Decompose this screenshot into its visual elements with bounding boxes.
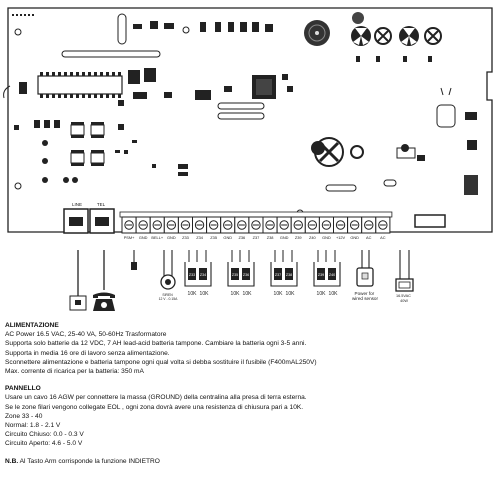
pannello-line: Circuito Chiuso: 0.0 - 0.3 V <box>5 431 84 439</box>
terminal-label: Z38 <box>266 235 274 240</box>
zone-label: Z35 <box>231 273 239 277</box>
zone-label: Z40 <box>328 273 336 277</box>
transformer-icon <box>396 279 413 291</box>
siren-icon <box>161 275 175 289</box>
resistor-value: 10K <box>328 291 338 297</box>
terminal-block-rail <box>120 212 392 217</box>
zone-pair <box>185 250 211 297</box>
board-outline <box>8 8 492 232</box>
alimentazione-line: Max. corrente di ricarica per la batteria: 350 mA <box>5 368 144 376</box>
pannello-line: Usare un cavo 16 AGW per connettere la massa (GROUND) della centralina alla presa di terra esterna. <box>5 394 307 402</box>
terminal-label: AC <box>380 235 386 240</box>
tel-label: TEL <box>96 202 106 207</box>
component <box>417 155 425 161</box>
side-connector <box>415 215 445 227</box>
zone-label: Z37 <box>274 273 282 277</box>
terminal-label: BELL+ <box>151 235 164 240</box>
terminal-label: Z40 <box>308 235 316 240</box>
crystal-icon <box>375 28 391 44</box>
terminal-label: GND <box>138 235 148 240</box>
fan-icon <box>351 26 371 46</box>
spec-notes <box>5 321 495 466</box>
capacitor-large <box>351 146 363 158</box>
note-prefix: N.B. <box>5 457 19 465</box>
fan-icon <box>399 26 419 46</box>
ic-main-left <box>38 72 122 98</box>
psm-resistor <box>131 262 137 270</box>
capacitor-large <box>311 141 325 155</box>
terminal-label: Z36 <box>238 235 246 240</box>
resistor-value: 10K <box>273 291 283 297</box>
round-part <box>401 144 409 152</box>
alimentazione-heading: ALIMENTAZIONE <box>5 322 59 329</box>
terminal-label: Z33 <box>182 235 189 240</box>
terminal-label: GND <box>279 235 289 240</box>
terminal-label: GND <box>223 235 233 240</box>
phone-jack-line <box>64 209 88 233</box>
alimentazione-line: Sconnettere alimentazione e batteria tampone ogni qual volta si debba sostituire il fusibile (F400mAL250V) <box>5 358 317 366</box>
alimentazione-line: Supporta in media 16 ore di lavoro senza alimentazione. <box>5 349 170 357</box>
zone-label: Z34 <box>199 273 207 277</box>
terminal-label: +12V <box>335 235 346 240</box>
zone-label: Z39 <box>317 273 325 277</box>
resistor-value: 10K <box>285 291 295 297</box>
transformer-label: 16.5VAC 40W <box>396 294 411 303</box>
note-text: Al Tasto Arm corrisponde la funzione INDIETRO <box>18 457 160 465</box>
resistor-value: 10K <box>316 291 326 297</box>
zone-pair <box>271 250 297 297</box>
phone-line-plug-icon <box>70 296 86 310</box>
resistor-value: 10K <box>199 291 209 297</box>
phone-jack-tel <box>90 209 114 233</box>
fuse <box>464 175 478 195</box>
terminal-label: GND <box>167 235 176 240</box>
zone-pair <box>228 250 254 297</box>
siren-wires <box>134 250 172 276</box>
terminal-label: Z39 <box>294 235 302 240</box>
resistor-value: 10K <box>230 291 240 297</box>
pannello-line: Circuito Aperto: 4.6 - 5.0 V <box>5 440 83 448</box>
terminal-label: Z37 <box>252 235 260 240</box>
terminal-label: Z34 <box>196 235 203 240</box>
coin-cell <box>352 12 364 24</box>
ic-microcontroller <box>252 75 276 99</box>
zone-label: Z36 <box>242 273 250 277</box>
siren-label: SIREN 12 V - 0.15A <box>158 293 178 301</box>
wired-sensor-icon <box>357 268 373 286</box>
crystal-icon <box>425 28 441 44</box>
resistor-value: 10K <box>187 291 197 297</box>
terminal-label: GND <box>350 235 359 240</box>
pannello-line: Zone 33 - 40 <box>5 412 43 420</box>
note-line <box>5 457 495 466</box>
zone-pair <box>314 250 340 297</box>
terminal-label: Z35 <box>210 235 218 240</box>
pannello-line: Normal: 1.8 - 2.1 V <box>5 422 61 430</box>
pannello-line: Se le zone filari vengono collegate EOL , ogni zona dovrà avere una resistenza di chiusura pari a 10K. <box>5 403 304 411</box>
line-label: LINE <box>71 202 83 207</box>
zone-label: Z33 <box>188 273 196 277</box>
pannello-heading: PANNELLO <box>5 385 41 393</box>
phone-line-wires <box>78 250 104 296</box>
power-label: Power for wired sensor <box>351 291 379 301</box>
alimentazione-line: AC Power 16.5 VAC, 25-40 VA, 50-60Hz Trasformatore <box>5 331 167 339</box>
terminal-label: GND <box>322 235 331 240</box>
zone-label: Z38 <box>285 273 293 277</box>
terminal-label: AC <box>366 235 372 240</box>
zone-wiring <box>185 250 340 297</box>
telephone-icon <box>93 293 115 312</box>
terminal-label: PSM+ <box>123 235 135 240</box>
alimentazione-line: Supporta solo batterie da 12 VDC, 7 AH lead-acid batteria tampone. Cambiare la batteria ogni 3-5 anni. <box>5 340 307 348</box>
terminal-block <box>120 212 392 240</box>
resistor-value: 10K <box>242 291 252 297</box>
